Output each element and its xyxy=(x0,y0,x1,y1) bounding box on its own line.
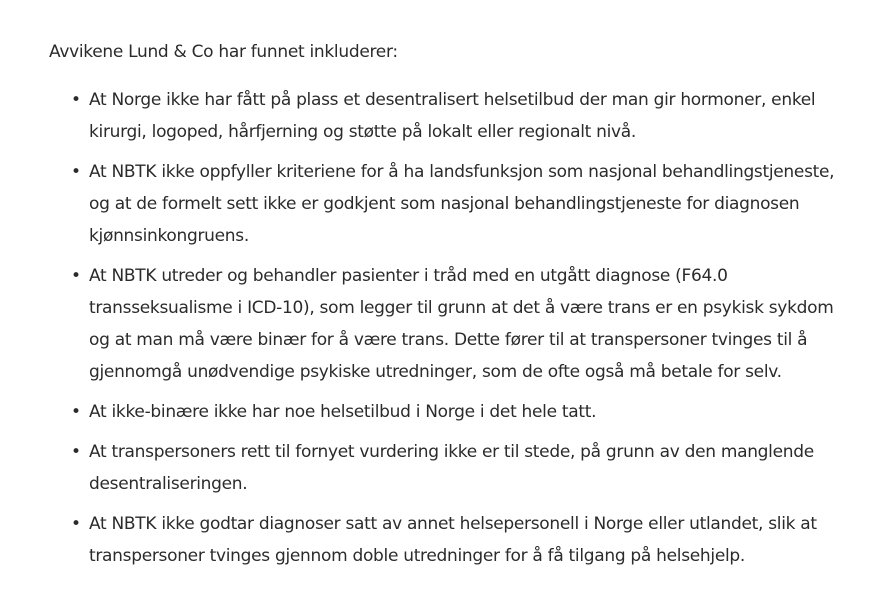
list-item xyxy=(49,396,849,428)
finding-text: At NBTK ikke oppfyller kriteriene for å ha landsfunksjon som nasjonal behandlingstjeneste, og at de formelt sett ikke er godkjent som nasjonal behandlingstjeneste for diagnosen kjønnsinkongruens. xyxy=(89,162,835,246)
bullet-icon: • xyxy=(71,162,81,182)
bullet-icon: • xyxy=(71,266,81,286)
article-content xyxy=(49,38,849,580)
finding-text: At Norge ikke har fått på plass et desentralisert helsetilbud der man gir hormoner, enkel kirurgi, logoped, hårfjerning og støtte på lokalt eller regionalt nivå. xyxy=(89,90,816,142)
finding-text: At ikke-binære ikke har noe helsetilbud i Norge i det hele tatt. xyxy=(89,402,597,422)
list-item xyxy=(49,508,849,572)
finding-text: At NBTK utreder og behandler pasienter i tråd med en utgått diagnose (F64.0 transseksualisme i ICD-10), som legger til grunn at det å være trans er en psykisk sykdom og at man må være binær for å være trans. Dette fører til at transpersoner tvinges til å gjennomgå unødvendige psykiske utredninger, som de ofte også må betale for selv. xyxy=(89,266,834,382)
bullet-icon: • xyxy=(71,90,81,110)
list-item xyxy=(49,260,849,388)
bullet-icon: • xyxy=(71,514,81,534)
finding-text: At transpersoners rett til fornyet vurdering ikke er til stede, på grunn av den manglende desentraliseringen. xyxy=(89,442,814,494)
finding-text: At NBTK ikke godtar diagnoser satt av annet helsepersonell i Norge eller utlandet, slik at transpersoner tvinges gjennom doble utredninger for å få tilgang på helsehjelp. xyxy=(89,514,817,566)
intro-paragraph: Avvikene Lund & Co har funnet inkluderer: xyxy=(49,42,398,62)
bullet-icon: • xyxy=(71,402,81,422)
list-item xyxy=(49,84,849,148)
list-item xyxy=(49,436,849,500)
bullet-icon: • xyxy=(71,442,81,462)
list-item xyxy=(49,156,849,252)
findings-list xyxy=(49,84,849,572)
